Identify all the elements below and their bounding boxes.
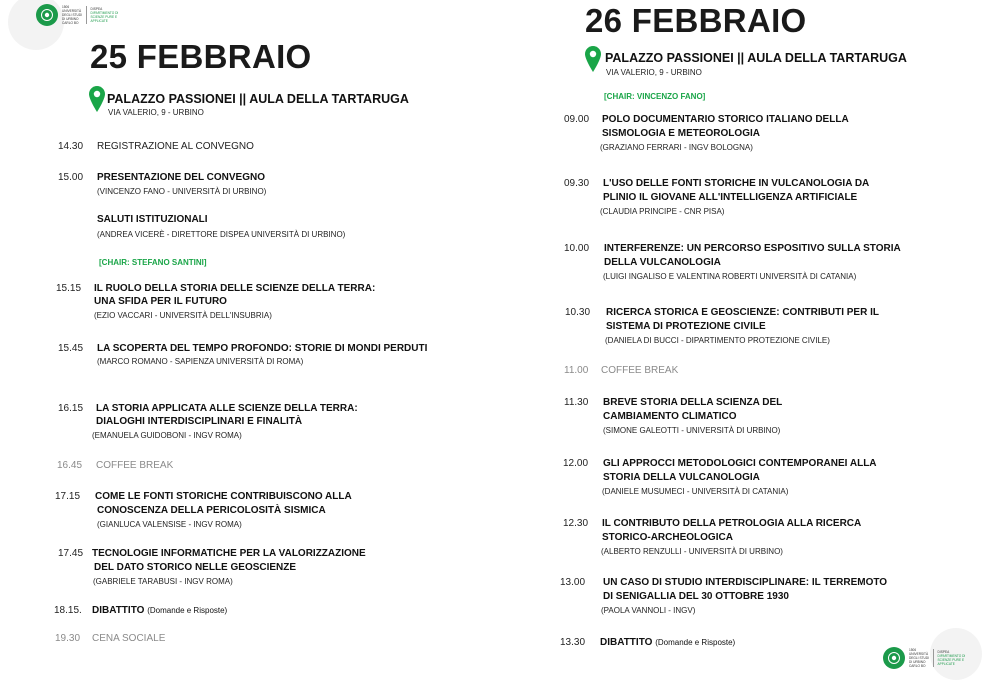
day2-venue-address: VIA VALERIO, 9 - URBINO <box>606 68 702 77</box>
day2-talk-title: DIBATTITO (Domande e Risposte) <box>600 637 736 648</box>
day1-item-text: COFFEE BREAK <box>96 460 174 471</box>
day2-time: 11.00 <box>564 365 589 376</box>
day2-talk-title-cont: STORIA DELLA VULCANOLOGIA <box>603 472 760 483</box>
day1-item-text: REGISTRAZIONE AL CONVEGNO <box>97 141 254 152</box>
day2-time: 12.30 <box>563 518 589 529</box>
day2-item-text: COFFEE BREAK <box>601 365 679 376</box>
day2-venue-pin <box>585 46 601 77</box>
day1-time: 19.30 <box>55 633 81 644</box>
day2-talk-title-cont: CAMBIAMENTO CLIMATICO <box>603 411 737 422</box>
day1-talk-title: LA STORIA APPLICATA ALLE SCIENZE DELLA TERRA: <box>96 403 358 414</box>
day2-time: 10.30 <box>565 307 591 318</box>
day1-speaker: (EZIO VACCARI - UNIVERSITÀ DELL'INSUBRIA) <box>94 311 272 320</box>
day1-time: 17.45 <box>58 548 84 559</box>
day2-time: 12.00 <box>563 458 589 469</box>
day1-venue-pin <box>89 86 105 117</box>
day2-speaker: (DANIELE MUSUMECI - UNIVERSITÀ DI CATANIA) <box>602 487 789 496</box>
day2-time: 09.00 <box>564 114 590 125</box>
day1-talk-title: COME LE FONTI STORICHE CONTRIBUISCONO ALLA <box>95 491 352 502</box>
day1-speaker: (ANDREA VICERÈ - DIRETTORE DISPEA UNIVERSITÀ DI URBINO) <box>97 230 346 239</box>
day2-speaker: (DANIELA DI BUCCI - DIPARTIMENTO PROTEZIONE CIVILE) <box>605 336 830 345</box>
day1-talk-title: TECNOLOGIE INFORMATICHE PER LA VALORIZZAZIONE <box>92 548 366 559</box>
day1-time: 14.30 <box>58 141 84 152</box>
day1-speaker: (GABRIELE TARABUSI - INGV ROMA) <box>93 577 233 586</box>
university-logo: 1506 UNIVERSITÀ DEGLI STUDI DI URBINO CARLO BO DISPEA DIPARTIMENTO DI SCIENZE PURE E APPLICATE <box>36 4 118 26</box>
university-logo: 1506 UNIVERSITÀ DEGLI STUDI DI URBINO CARLO BO DISPEA DIPARTIMENTO DI SCIENZE PURE E APPLICATE <box>883 647 965 669</box>
day2-talk-title: BREVE STORIA DELLA SCIENZA DEL <box>603 397 783 408</box>
day2-speaker: (CLAUDIA PRINCIPE - CNR PISA) <box>600 207 725 216</box>
day2-speaker: (GRAZIANO FERRARI - INGV BOLOGNA) <box>600 143 753 152</box>
day1-time: 15.15 <box>56 283 82 294</box>
day2-time: 09.30 <box>564 178 590 189</box>
day2-time: 13.00 <box>560 577 586 588</box>
day2-talk-title: GLI APPROCCI METODOLOGICI CONTEMPORANEI ALLA <box>603 458 877 469</box>
day2-talk-title-cont: STORICO-ARCHEOLOGICA <box>602 532 733 543</box>
logo-divider <box>933 649 934 667</box>
day1-talk-title-cont: UNA SFIDA PER IL FUTURO <box>94 296 227 307</box>
map-pin-icon <box>585 46 601 72</box>
day1-talk-title: LA SCOPERTA DEL TEMPO PROFONDO: STORIE DI MONDI PERDUTI <box>97 343 428 354</box>
day2-talk-title: POLO DOCUMENTARIO STORICO ITALIANO DELLA <box>602 114 849 125</box>
day2-title: 26 FEBBRAIO <box>585 2 807 39</box>
day2-time: 11.30 <box>564 397 589 408</box>
day2-speaker: (ALBERTO RENZULLI - UNIVERSITÀ DI URBINO) <box>601 547 783 556</box>
day1-talk-title-cont: DIALOGHI INTERDISCIPLINARI E FINALITÀ <box>96 416 303 427</box>
day2-note: (Domande e Risposte) <box>655 638 736 647</box>
day2-venue-name: PALAZZO PASSIONEI || AULA DELLA TARTARUGA <box>605 51 907 65</box>
day1-note: (Domande e Risposte) <box>147 606 228 615</box>
day1-time: 18.15. <box>54 605 82 616</box>
day1-time: 16.15 <box>58 403 84 414</box>
day2-talk-title: L'USO DELLE FONTI STORICHE IN VULCANOLOGIA DA <box>603 178 870 189</box>
university-seal-icon <box>36 4 58 26</box>
day1-talk-title: IL RUOLO DELLA STORIA DELLE SCIENZE DELLA TERRA: <box>94 283 376 294</box>
day1-speaker: (EMANUELA GUIDOBONI - INGV ROMA) <box>92 431 242 440</box>
logo-divider <box>86 6 87 24</box>
day1-speaker: (VINCENZO FANO - UNIVERSITÀ DI URBINO) <box>97 187 267 196</box>
day2-talk-title: INTERFERENZE: UN PERCORSO ESPOSITIVO SULLA STORIA <box>604 243 901 254</box>
day1-talk-title: DIBATTITO (Domande e Risposte) <box>92 605 228 616</box>
day2-time: 13.30 <box>560 637 586 648</box>
day2-talk-title: UN CASO DI STUDIO INTERDISCIPLINARE: IL TERREMOTO <box>603 577 888 588</box>
day2-speaker: (PAOLA VANNOLI - INGV) <box>601 606 696 615</box>
day1-venue-name: PALAZZO PASSIONEI || AULA DELLA TARTARUGA <box>107 92 409 106</box>
day1-speaker: (GIANLUCA VALENSISE - INGV ROMA) <box>97 520 242 529</box>
day1-time: 15.45 <box>58 343 84 354</box>
day2-talk-title-cont: SISMOLOGIA E METEOROLOGIA <box>602 128 760 139</box>
day2-talk-title-cont: PLINIO IL GIOVANE ALL'INTELLIGENZA ARTIFICIALE <box>603 192 858 203</box>
day1-title: 25 FEBBRAIO <box>90 38 312 75</box>
day2-time: 10.00 <box>564 243 590 254</box>
day2-talk-title-cont: DI SENIGALLIA DEL 30 OTTOBRE 1930 <box>603 591 789 602</box>
day2-speaker: (LUIGI INGALISO E VALENTINA ROBERTI UNIVERSITÀ DI CATANIA) <box>603 272 857 281</box>
day2-talk-title: RICERCA STORICA E GEOSCIENZE: CONTRIBUTI PER IL <box>606 307 879 318</box>
day1-time: 15.00 <box>58 172 84 183</box>
day1-talk-title: SALUTI ISTITUZIONALI <box>97 214 208 225</box>
day1-talk-title-cont: DEL DATO STORICO NELLE GEOSCIENZE <box>94 562 297 573</box>
day2-chair: [CHAIR: VINCENZO FANO] <box>604 92 706 101</box>
day1-time: 17.15 <box>55 491 81 502</box>
day1-speaker: (MARCO ROMANO - SAPIENZA UNIVERSITÀ DI ROMA) <box>97 357 304 366</box>
day1-chair: [CHAIR: STEFANO SANTINI] <box>99 258 207 267</box>
day2-talk-title: IL CONTRIBUTO DELLA PETROLOGIA ALLA RICERCA <box>602 518 862 529</box>
day1-time: 16.45 <box>57 460 83 471</box>
day1-talk-title: PRESENTAZIONE DEL CONVEGNO <box>97 172 265 183</box>
map-pin-icon <box>89 86 105 112</box>
day1-item-text: CENA SOCIALE <box>92 633 166 644</box>
university-seal-icon <box>883 647 905 669</box>
day2-talk-title-cont: DELLA VULCANOLOGIA <box>604 257 721 268</box>
day2-talk-title-cont: SISTEMA DI PROTEZIONE CIVILE <box>606 321 766 332</box>
day1-talk-title-cont: CONOSCENZA DELLA PERICOLOSITÀ SISMICA <box>97 505 326 516</box>
day2-speaker: (SIMONE GALEOTTI - UNIVERSITÀ DI URBINO) <box>603 426 781 435</box>
day1-venue-address: VIA VALERIO, 9 - URBINO <box>108 108 204 117</box>
